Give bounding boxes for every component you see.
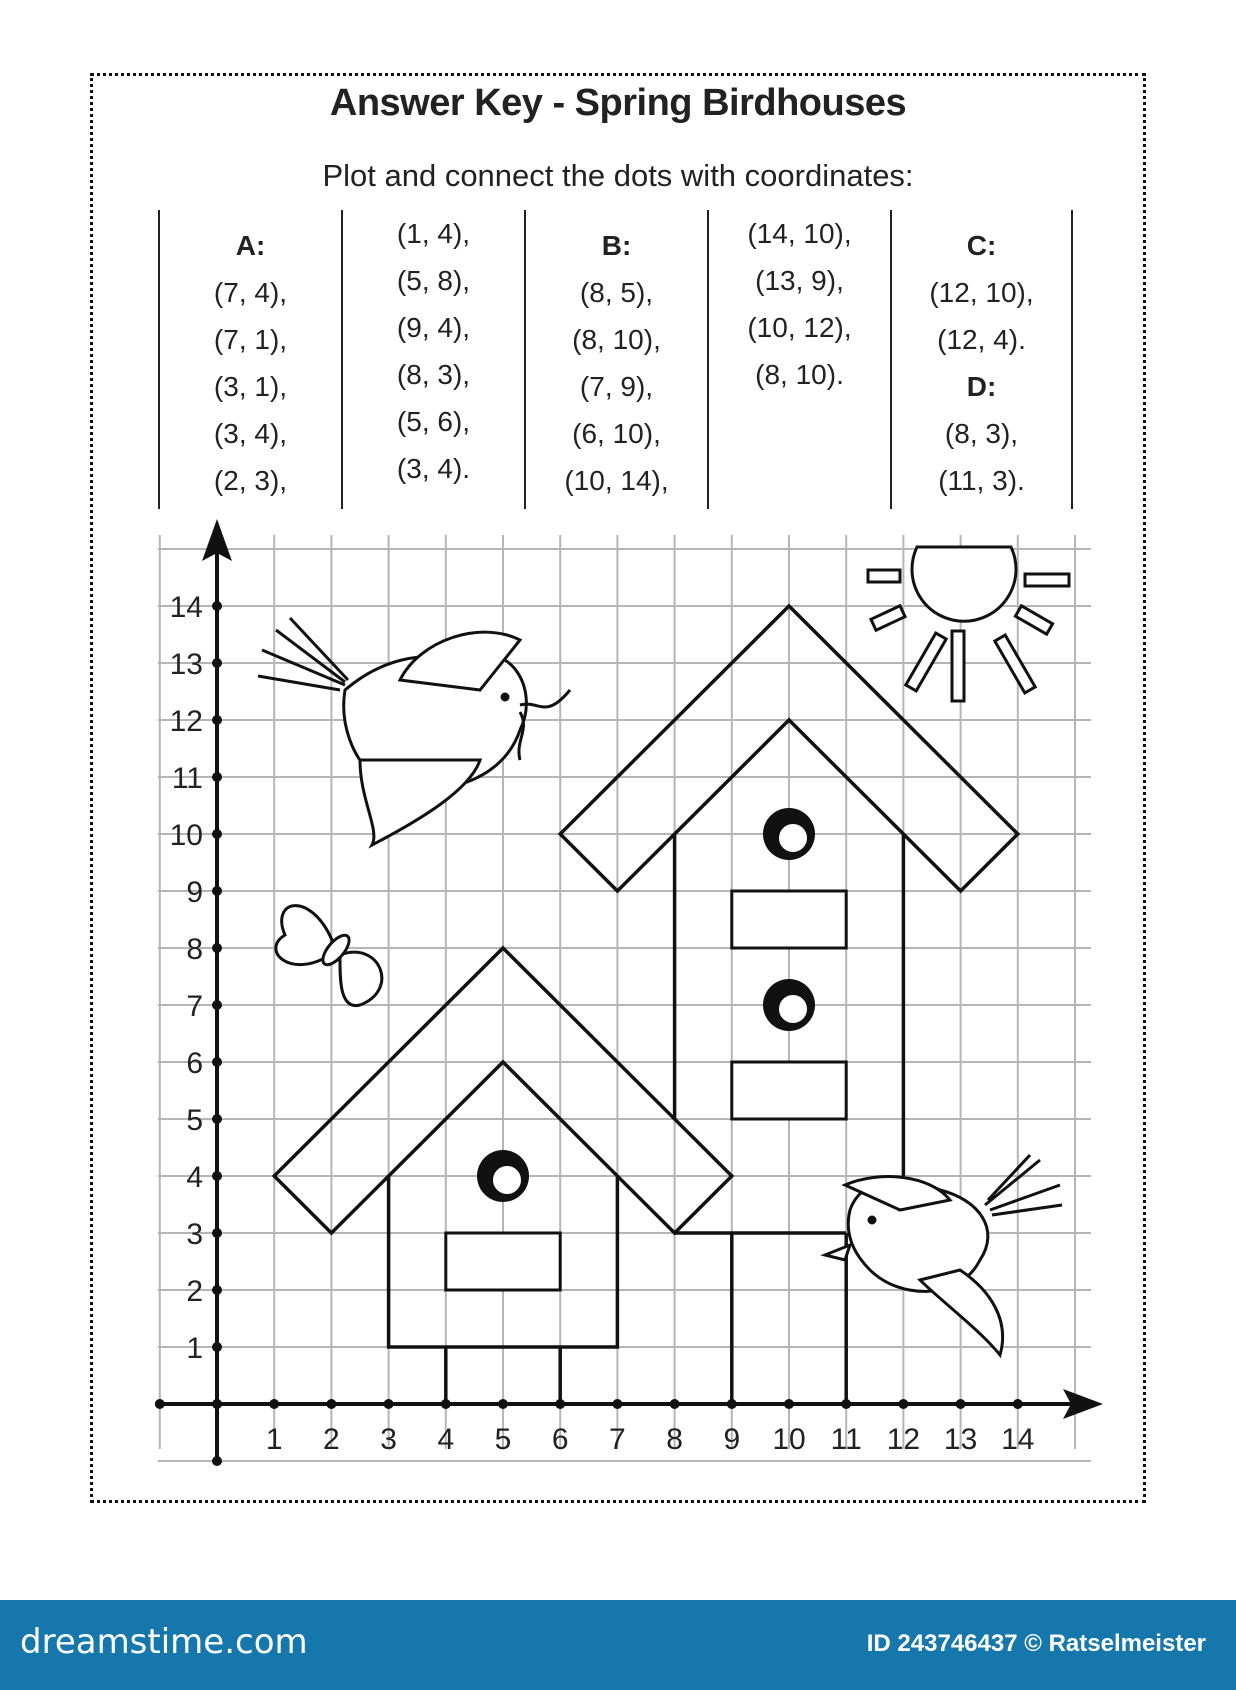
y-tick-dot xyxy=(212,1114,222,1124)
y-tick-label: 1 xyxy=(186,1332,203,1365)
y-tick-dot xyxy=(212,1342,222,1352)
coordinate: (1, 4), xyxy=(396,218,471,249)
coordinate: (7, 4), xyxy=(213,277,288,308)
y-tick-dot xyxy=(212,1057,222,1067)
coordinate: (7, 9), xyxy=(579,371,654,402)
coordinate: (7, 1), xyxy=(213,324,288,355)
x-tick-label: 2 xyxy=(323,1423,340,1456)
y-tick-dot xyxy=(212,943,222,953)
y-tick-dot xyxy=(212,1456,222,1466)
bird-flying-icon xyxy=(825,1155,1062,1355)
y-tick-dot xyxy=(212,1399,222,1409)
x-tick-label: 8 xyxy=(666,1423,683,1456)
x-tick-label: 14 xyxy=(1001,1423,1035,1456)
y-tick-dot xyxy=(212,658,222,668)
coordinate: (6, 10), xyxy=(572,418,661,449)
x-tick-dot xyxy=(898,1399,908,1409)
coordinate: (10, 12), xyxy=(747,312,852,343)
x-tick-label: 11 xyxy=(830,1423,862,1456)
y-tick-label: 7 xyxy=(186,990,203,1023)
coordinate: (8, 3), xyxy=(944,418,1019,449)
x-tick-dot xyxy=(384,1399,394,1409)
birdhouse-window xyxy=(446,1233,560,1290)
instructions: Plot and connect the dots with coordinates: xyxy=(322,158,914,193)
coordinate: (8, 5), xyxy=(579,277,654,308)
x-tick-label: 5 xyxy=(494,1423,512,1456)
x-tick-dot xyxy=(670,1399,680,1409)
x-tick-label: 12 xyxy=(886,1423,921,1456)
stock-footer-bar xyxy=(0,1600,1236,1690)
y-tick-label: 6 xyxy=(186,1047,203,1080)
coordinate: (8, 10). xyxy=(755,359,844,390)
coordinate: (11, 3). xyxy=(938,465,1025,496)
y-tick-label: 8 xyxy=(186,933,203,966)
x-tick-dot xyxy=(498,1399,508,1409)
shape-label: A: xyxy=(235,230,266,261)
y-tick-label: 9 xyxy=(186,876,203,909)
coordinate: (3, 1), xyxy=(213,371,288,402)
y-tick-dot xyxy=(212,715,222,725)
y-tick-label: 5 xyxy=(186,1104,203,1137)
y-tick-label: 14 xyxy=(169,591,203,624)
x-tick-dot xyxy=(841,1399,851,1409)
y-tick-label: 11 xyxy=(171,762,203,795)
coordinate: (5, 8), xyxy=(396,265,471,296)
x-tick-dot xyxy=(1013,1399,1023,1409)
chick-icon xyxy=(492,1165,522,1195)
sun-icon xyxy=(868,547,1069,701)
x-tick-dot xyxy=(784,1399,794,1409)
coordinate: (14, 10), xyxy=(747,218,852,249)
page-title: Answer Key - Spring Birdhouses xyxy=(329,82,907,124)
chick-icon xyxy=(778,994,808,1024)
y-tick-dot xyxy=(212,601,222,611)
x-tick-label: 4 xyxy=(437,1423,455,1456)
coordinate: (3, 4). xyxy=(396,453,471,484)
x-tick-dot xyxy=(727,1399,737,1409)
x-tick-dot xyxy=(555,1399,565,1409)
coordinate: (9, 4), xyxy=(396,312,471,343)
coordinate: (8, 3), xyxy=(396,359,471,390)
y-tick-label: 12 xyxy=(169,705,203,738)
shape-label: C: xyxy=(966,230,997,261)
y-tick-dot xyxy=(212,1000,222,1010)
y-tick-dot xyxy=(212,1285,222,1295)
y-tick-label: 10 xyxy=(169,819,203,852)
chick-icon xyxy=(778,823,808,853)
birdhouse-window xyxy=(732,1062,846,1119)
x-tick-label: 13 xyxy=(943,1423,978,1456)
butterfly-icon xyxy=(276,906,382,1006)
y-tick-dot xyxy=(212,886,222,896)
shape-label: D: xyxy=(966,371,997,402)
coordinate: (8, 10), xyxy=(572,324,661,355)
x-tick-dot xyxy=(326,1399,336,1409)
x-tick-dot xyxy=(269,1399,279,1409)
x-tick-label: 9 xyxy=(723,1423,741,1456)
x-tick-label: 3 xyxy=(380,1423,397,1456)
coordinate: (3, 4), xyxy=(213,418,288,449)
y-tick-label: 4 xyxy=(186,1161,203,1194)
coordinate: (13, 9), xyxy=(755,265,844,296)
x-tick-dot xyxy=(441,1399,451,1409)
y-tick-label: 3 xyxy=(186,1218,203,1251)
x-tick-dot xyxy=(155,1399,165,1409)
x-tick-dot xyxy=(956,1399,966,1409)
x-tick-label: 6 xyxy=(551,1423,569,1456)
coordinate: (5, 6), xyxy=(396,406,471,437)
y-tick-dot xyxy=(212,1171,222,1181)
shape-label: B: xyxy=(601,230,632,261)
dreamstime-logo[interactable]: dreamstime.com xyxy=(20,1622,308,1662)
x-tick-label: 1 xyxy=(265,1423,283,1456)
x-tick-label: 10 xyxy=(772,1423,806,1456)
x-tick-dot xyxy=(612,1399,622,1409)
x-tick-label: 7 xyxy=(609,1423,626,1456)
coordinate: (10, 14), xyxy=(564,465,669,496)
birdhouse-window xyxy=(732,891,846,948)
image-credit: ID 243746437 © Ratselmeister xyxy=(866,1630,1206,1657)
y-tick-label: 2 xyxy=(186,1275,203,1308)
coordinate: (12, 10), xyxy=(929,277,1034,308)
y-tick-dot xyxy=(212,829,222,839)
y-tick-label: 13 xyxy=(169,648,203,681)
coordinate: (12, 4). xyxy=(937,324,1026,355)
bird-with-worm-icon xyxy=(258,618,570,845)
coordinate: (2, 3), xyxy=(213,465,288,496)
y-tick-dot xyxy=(212,1228,222,1238)
y-tick-dot xyxy=(212,772,222,782)
